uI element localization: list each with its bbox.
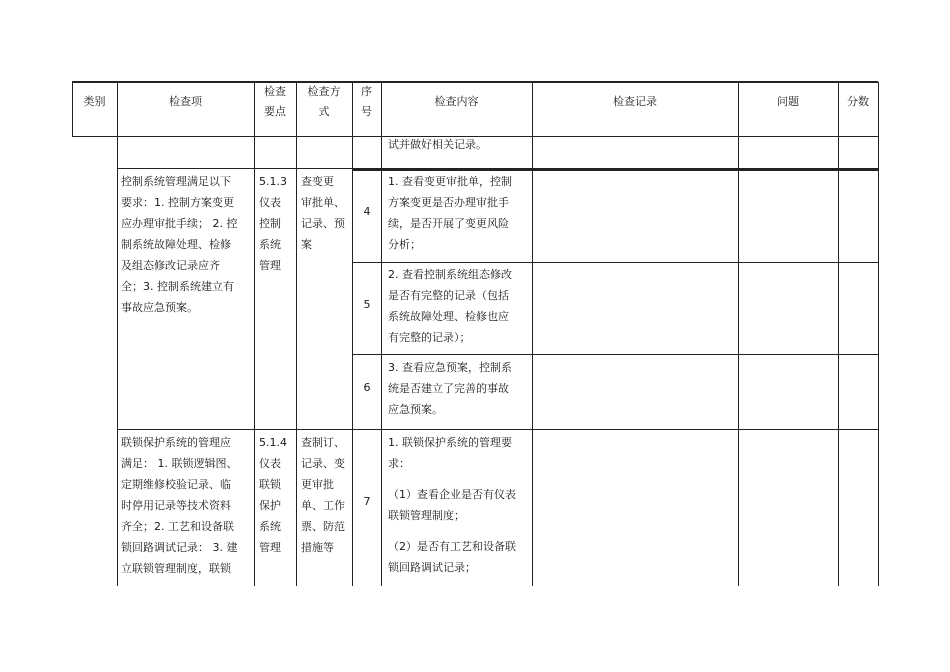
header-issues: 问题 bbox=[777, 95, 799, 108]
content-7c: （2）是否有工艺和设备联 锁回路调试记录； bbox=[388, 540, 516, 574]
group-a-item: 控制系统管理满足以下 要求：1. 控制方案变更 应办理审批手续； 2. 控 制系统故障处理、检修 及组态修改记录应齐 全；3. 控制系统建立有 事故应急预案。 bbox=[121, 175, 238, 314]
row-line-7-top bbox=[117, 429, 878, 430]
col-line-category bbox=[117, 82, 118, 586]
group-b-item: 联锁保护系统的管理应 满足： 1. 联锁逻辑图、 定期维修校验记录、临 时停用记录等技术资料 齐全；2. 工艺和设备联 锁回路调试记录： 3. 建 立联锁管理制度，联锁 bbox=[121, 436, 238, 575]
content-7a: 1. 联锁保护系统的管理要 求： bbox=[388, 436, 512, 470]
group-b-method: 查制订、 记录、变 更审批 单、工作 票、防范 措施等 bbox=[301, 436, 345, 554]
content-4: 1. 查看变更审批单，控制 方案变更是否办理审批手 续，是否开展了变更风险 分析； bbox=[388, 175, 512, 251]
header-seq: 序 号 bbox=[361, 85, 372, 118]
content-7b: （1）查看企业是否有仪表 联锁管理制度； bbox=[388, 488, 516, 522]
continuation-content: 试并做好相关记录。 bbox=[388, 138, 487, 151]
header-category: 类别 bbox=[83, 95, 106, 108]
row-line-5-top bbox=[352, 262, 878, 263]
group-b-key-points: 5.1.4 仪表 联锁 保护 系统 管理 bbox=[259, 436, 287, 554]
col-line-right bbox=[878, 82, 879, 586]
col-line-keypoints bbox=[296, 82, 297, 586]
content-6: 3. 查看应急预案，控制系 统是否建立了完善的事故 应急预案。 bbox=[388, 361, 512, 416]
seq-5: 5 bbox=[363, 298, 371, 311]
table-top-border bbox=[72, 81, 878, 83]
col-line-record bbox=[738, 82, 739, 586]
group-a-method: 查变更 审批单、 记录、预 案 bbox=[301, 175, 345, 251]
col-line-content bbox=[532, 82, 533, 586]
seq-7: 7 bbox=[363, 495, 371, 508]
header-key-points: 检查 要点 bbox=[264, 85, 286, 118]
group-a-key-points: 5.1.3 仪表 控制 系统 管理 bbox=[259, 175, 287, 272]
seq-4: 4 bbox=[363, 205, 371, 218]
col-line-seq bbox=[381, 82, 382, 586]
seq-6: 6 bbox=[363, 381, 371, 394]
col-line-method bbox=[352, 82, 353, 586]
col-line-issues bbox=[838, 82, 839, 586]
header-item: 检查项 bbox=[169, 95, 202, 108]
header-record: 检查记录 bbox=[613, 95, 657, 108]
col-line-item bbox=[254, 82, 255, 586]
header-score: 分数 bbox=[847, 95, 869, 108]
row-line-6-top bbox=[352, 354, 878, 355]
header-content: 检查内容 bbox=[434, 95, 479, 108]
header-method: 检查方 式 bbox=[307, 85, 341, 118]
content-5: 2. 查看控制系统组态修改 是否有完整的记录（包括 系统故障处理、检修也应 有完整的记录）； bbox=[388, 268, 512, 344]
